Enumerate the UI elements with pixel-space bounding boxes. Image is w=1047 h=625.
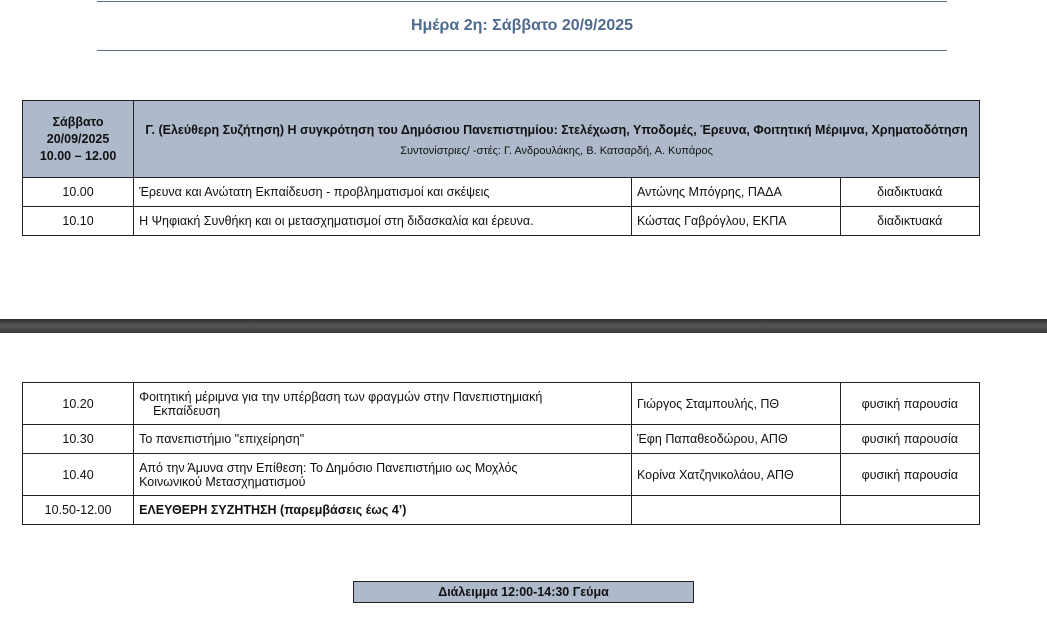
- lunch-break-label: Διάλειμμα 12:00-14:30 Γεύμα: [353, 581, 694, 603]
- talk-mode: διαδικτυακά: [840, 178, 979, 207]
- session-header-row: [23, 101, 980, 178]
- talk-title: Η Ψηφιακή Συνθήκη και οι μετασχηματισμοί στη διδασκαλία και έρευνα.: [134, 207, 632, 236]
- table-row: [23, 383, 980, 425]
- session-title-cell: [134, 101, 980, 178]
- talk-title: ΕΛΕΥΘΕΡΗ ΣΥΖΗΤΗΣΗ (παρεμβάσεις έως 4’): [134, 496, 632, 525]
- talk-time: 10.10: [23, 207, 134, 236]
- talk-speaker: Έφη Παπαθεοδώρου, ΑΠΘ: [631, 425, 840, 454]
- talk-speaker: Γιώργος Σταμπουλής, ΠΘ: [631, 383, 840, 425]
- session-day: Σάββατο: [52, 114, 104, 129]
- session-title: Γ. (Ελεύθερη Συζήτηση) Η συγκρότηση του Δημόσιου Πανεπιστημίου: Στελέχωση, Υποδομές, Έρευνα, Φοιτητική Μέριμνα, Χρηματοδότηση: [145, 123, 968, 137]
- talk-speaker: Κώστας Γαβρόγλου, ΕΚΠΑ: [631, 207, 840, 236]
- talk-speaker: Αντώνης Μπόγρης, ΠΑΔΑ: [631, 178, 840, 207]
- talk-title: Το πανεπιστήμιο "επιχείρηση": [134, 425, 632, 454]
- talk-title-line1: Φοιτητική μέριμνα για την υπέρβαση των φραγμών στην Πανεπιστημιακή: [139, 389, 543, 404]
- page-separator-bar: [0, 319, 1047, 333]
- talk-mode: φυσική παρουσία: [840, 383, 979, 425]
- session-table-part1: [22, 100, 980, 236]
- talk-title: Έρευνα και Ανώτατη Εκπαίδευση - προβληματισμοί και σκέψεις: [134, 178, 632, 207]
- talk-time: 10.40: [23, 454, 134, 496]
- talk-time: 10.50-12.00: [23, 496, 134, 525]
- talk-title: [134, 454, 632, 496]
- session-datetime-cell: [23, 101, 134, 178]
- session-time: 10.00 – 12.00: [39, 148, 117, 163]
- talk-speaker: [631, 496, 840, 525]
- session-table-part2: [22, 382, 980, 525]
- table-row: [23, 425, 980, 454]
- talk-title-line1: Από την Άμυνα στην Επίθεση: Το Δημόσιο Πανεπιστήμιο ως Μοχλός: [139, 460, 518, 475]
- heading-rule-bottom: [97, 50, 947, 51]
- talk-mode: [840, 496, 979, 525]
- talk-time: 10.00: [23, 178, 134, 207]
- session-coordinators: Συντονίστριες/ -στές: Γ. Ανδρουλάκης, Β. Κατσαρδή, Α. Κυπάρος: [400, 145, 713, 157]
- talk-title-line2: Εκπαίδευση: [153, 403, 221, 418]
- table-row: [23, 178, 980, 207]
- talk-mode: φυσική παρουσία: [840, 454, 979, 496]
- heading-rule-top: [97, 1, 947, 2]
- talk-title-line2: Κοινωνικού Μετασχηματισμού: [139, 474, 306, 489]
- talk-time: 10.30: [23, 425, 134, 454]
- day-heading: Ημέρα 2η: Σάββατο 20/9/2025: [410, 17, 634, 34]
- table-row: [23, 207, 980, 236]
- session-date: 20/09/2025: [46, 131, 110, 146]
- talk-speaker: Κορίνα Χατζηνικολάου, ΑΠΘ: [631, 454, 840, 496]
- talk-mode: φυσική παρουσία: [840, 425, 979, 454]
- table-row: [23, 496, 980, 525]
- table-row: [23, 454, 980, 496]
- talk-mode: διαδικτυακά: [840, 207, 979, 236]
- talk-time: 10.20: [23, 383, 134, 425]
- talk-title: [134, 383, 632, 425]
